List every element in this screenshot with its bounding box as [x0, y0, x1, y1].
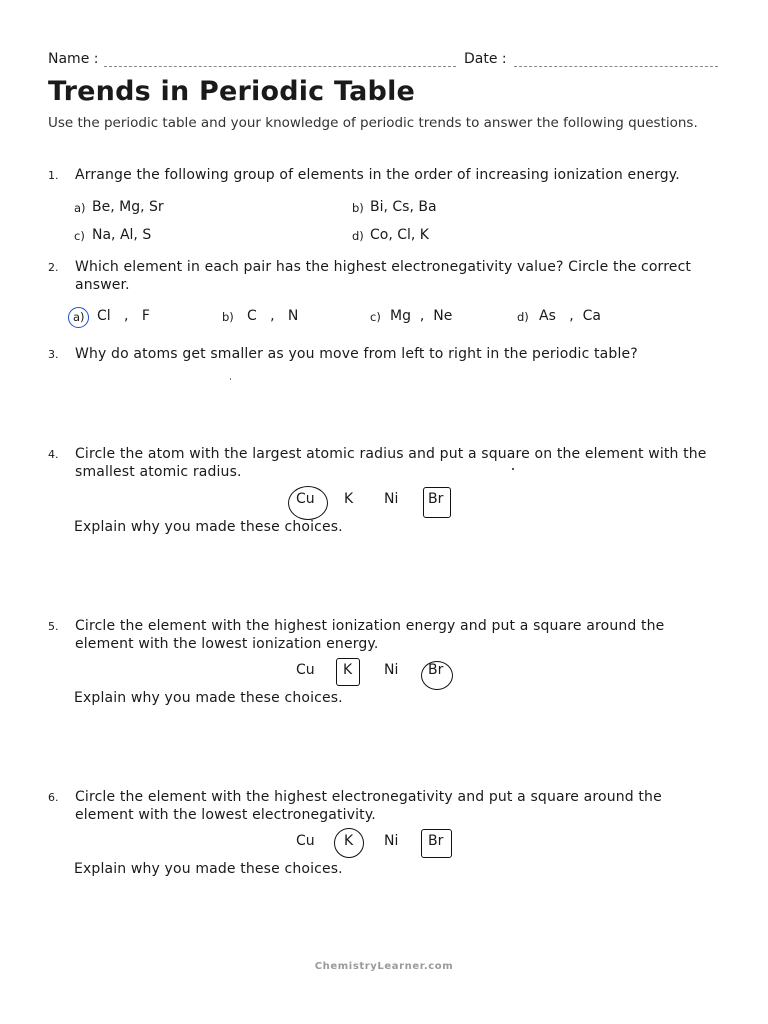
q4-element-br[interactable]: Br: [428, 491, 444, 507]
footer-brand: ChemistryLearner.com: [314, 961, 454, 972]
q4-element-cu[interactable]: Cu: [296, 491, 315, 507]
intro-text: Use the periodic table and your knowledge of periodic trends to answer the following questions.: [48, 115, 698, 131]
q2-option-a: Cl , F: [97, 308, 150, 324]
q2-option-d-letter: d): [517, 310, 529, 324]
stray-mark: [512, 468, 514, 470]
q2-option-d: As , Ca: [539, 308, 601, 324]
q1-option-d: Co, Cl, K: [370, 227, 429, 243]
q3-number: 3.: [48, 348, 59, 361]
q4-element-ni[interactable]: Ni: [384, 491, 399, 507]
q6-explain: Explain why you made these choices.: [74, 861, 343, 877]
q4-explain: Explain why you made these choices.: [74, 519, 343, 535]
q5-element-k[interactable]: K: [343, 662, 353, 678]
q1-option-b-letter: b): [352, 201, 364, 215]
q1-option-c: Na, Al, S: [92, 227, 152, 243]
q5-element-cu[interactable]: Cu: [296, 662, 315, 678]
q6-element-ni[interactable]: Ni: [384, 833, 399, 849]
q3-answer-area[interactable]: [75, 370, 725, 440]
q1-option-a: Be, Mg, Sr: [92, 199, 164, 215]
q2-option-b-letter: b): [222, 310, 234, 324]
q6-element-cu[interactable]: Cu: [296, 833, 315, 849]
q2-option-b: C , N: [247, 308, 299, 324]
q1-number: 1.: [48, 169, 59, 182]
q2-text: Which element in each pair has the highest electronegativity value? Circle the correct answer.: [75, 259, 692, 293]
page-title: Trends in Periodic Table: [48, 76, 416, 107]
q4-element-k[interactable]: K: [344, 491, 354, 507]
name-label: Name :: [48, 51, 99, 67]
name-field[interactable]: [104, 66, 456, 67]
date-field[interactable]: [514, 66, 718, 67]
date-label: Date :: [464, 51, 507, 67]
q5-element-br[interactable]: Br: [428, 662, 444, 678]
q2-option-a-letter: a): [73, 310, 85, 324]
q6-element-br[interactable]: Br: [428, 833, 444, 849]
q5-number: 5.: [48, 620, 59, 633]
q6-element-k[interactable]: K: [344, 833, 354, 849]
q3-text: Why do atoms get smaller as you move from left to right in the periodic table?: [75, 346, 638, 362]
q1-option-a-letter: a): [74, 201, 86, 215]
q5-element-ni[interactable]: Ni: [384, 662, 399, 678]
q5-explain: Explain why you made these choices.: [74, 690, 343, 706]
q5-text: Circle the element with the highest ionization energy and put a square around the element with the lowest ionization energy.: [75, 618, 665, 652]
q6-number: 6.: [48, 791, 59, 804]
q1-text: Arrange the following group of elements in the order of increasing ionization energy.: [75, 167, 680, 183]
q6-text: Circle the element with the highest electronegativity and put a square around the element with the lowest electronegativity.: [75, 789, 662, 823]
q4-text: Circle the atom with the largest atomic radius and put a square on the element with the smallest atomic radius.: [75, 446, 707, 480]
q5-answer-area[interactable]: [74, 712, 724, 782]
q1-option-b: Bi, Cs, Ba: [370, 199, 437, 215]
q4-number: 4.: [48, 448, 59, 461]
q1-option-d-letter: d): [352, 229, 364, 243]
q6-answer-area[interactable]: [74, 883, 724, 943]
q2-option-c: Mg , Ne: [390, 308, 453, 324]
q2-option-c-letter: c): [370, 310, 381, 324]
q2-number: 2.: [48, 261, 59, 274]
q4-answer-area[interactable]: [74, 540, 724, 610]
q1-option-c-letter: c): [74, 229, 85, 243]
